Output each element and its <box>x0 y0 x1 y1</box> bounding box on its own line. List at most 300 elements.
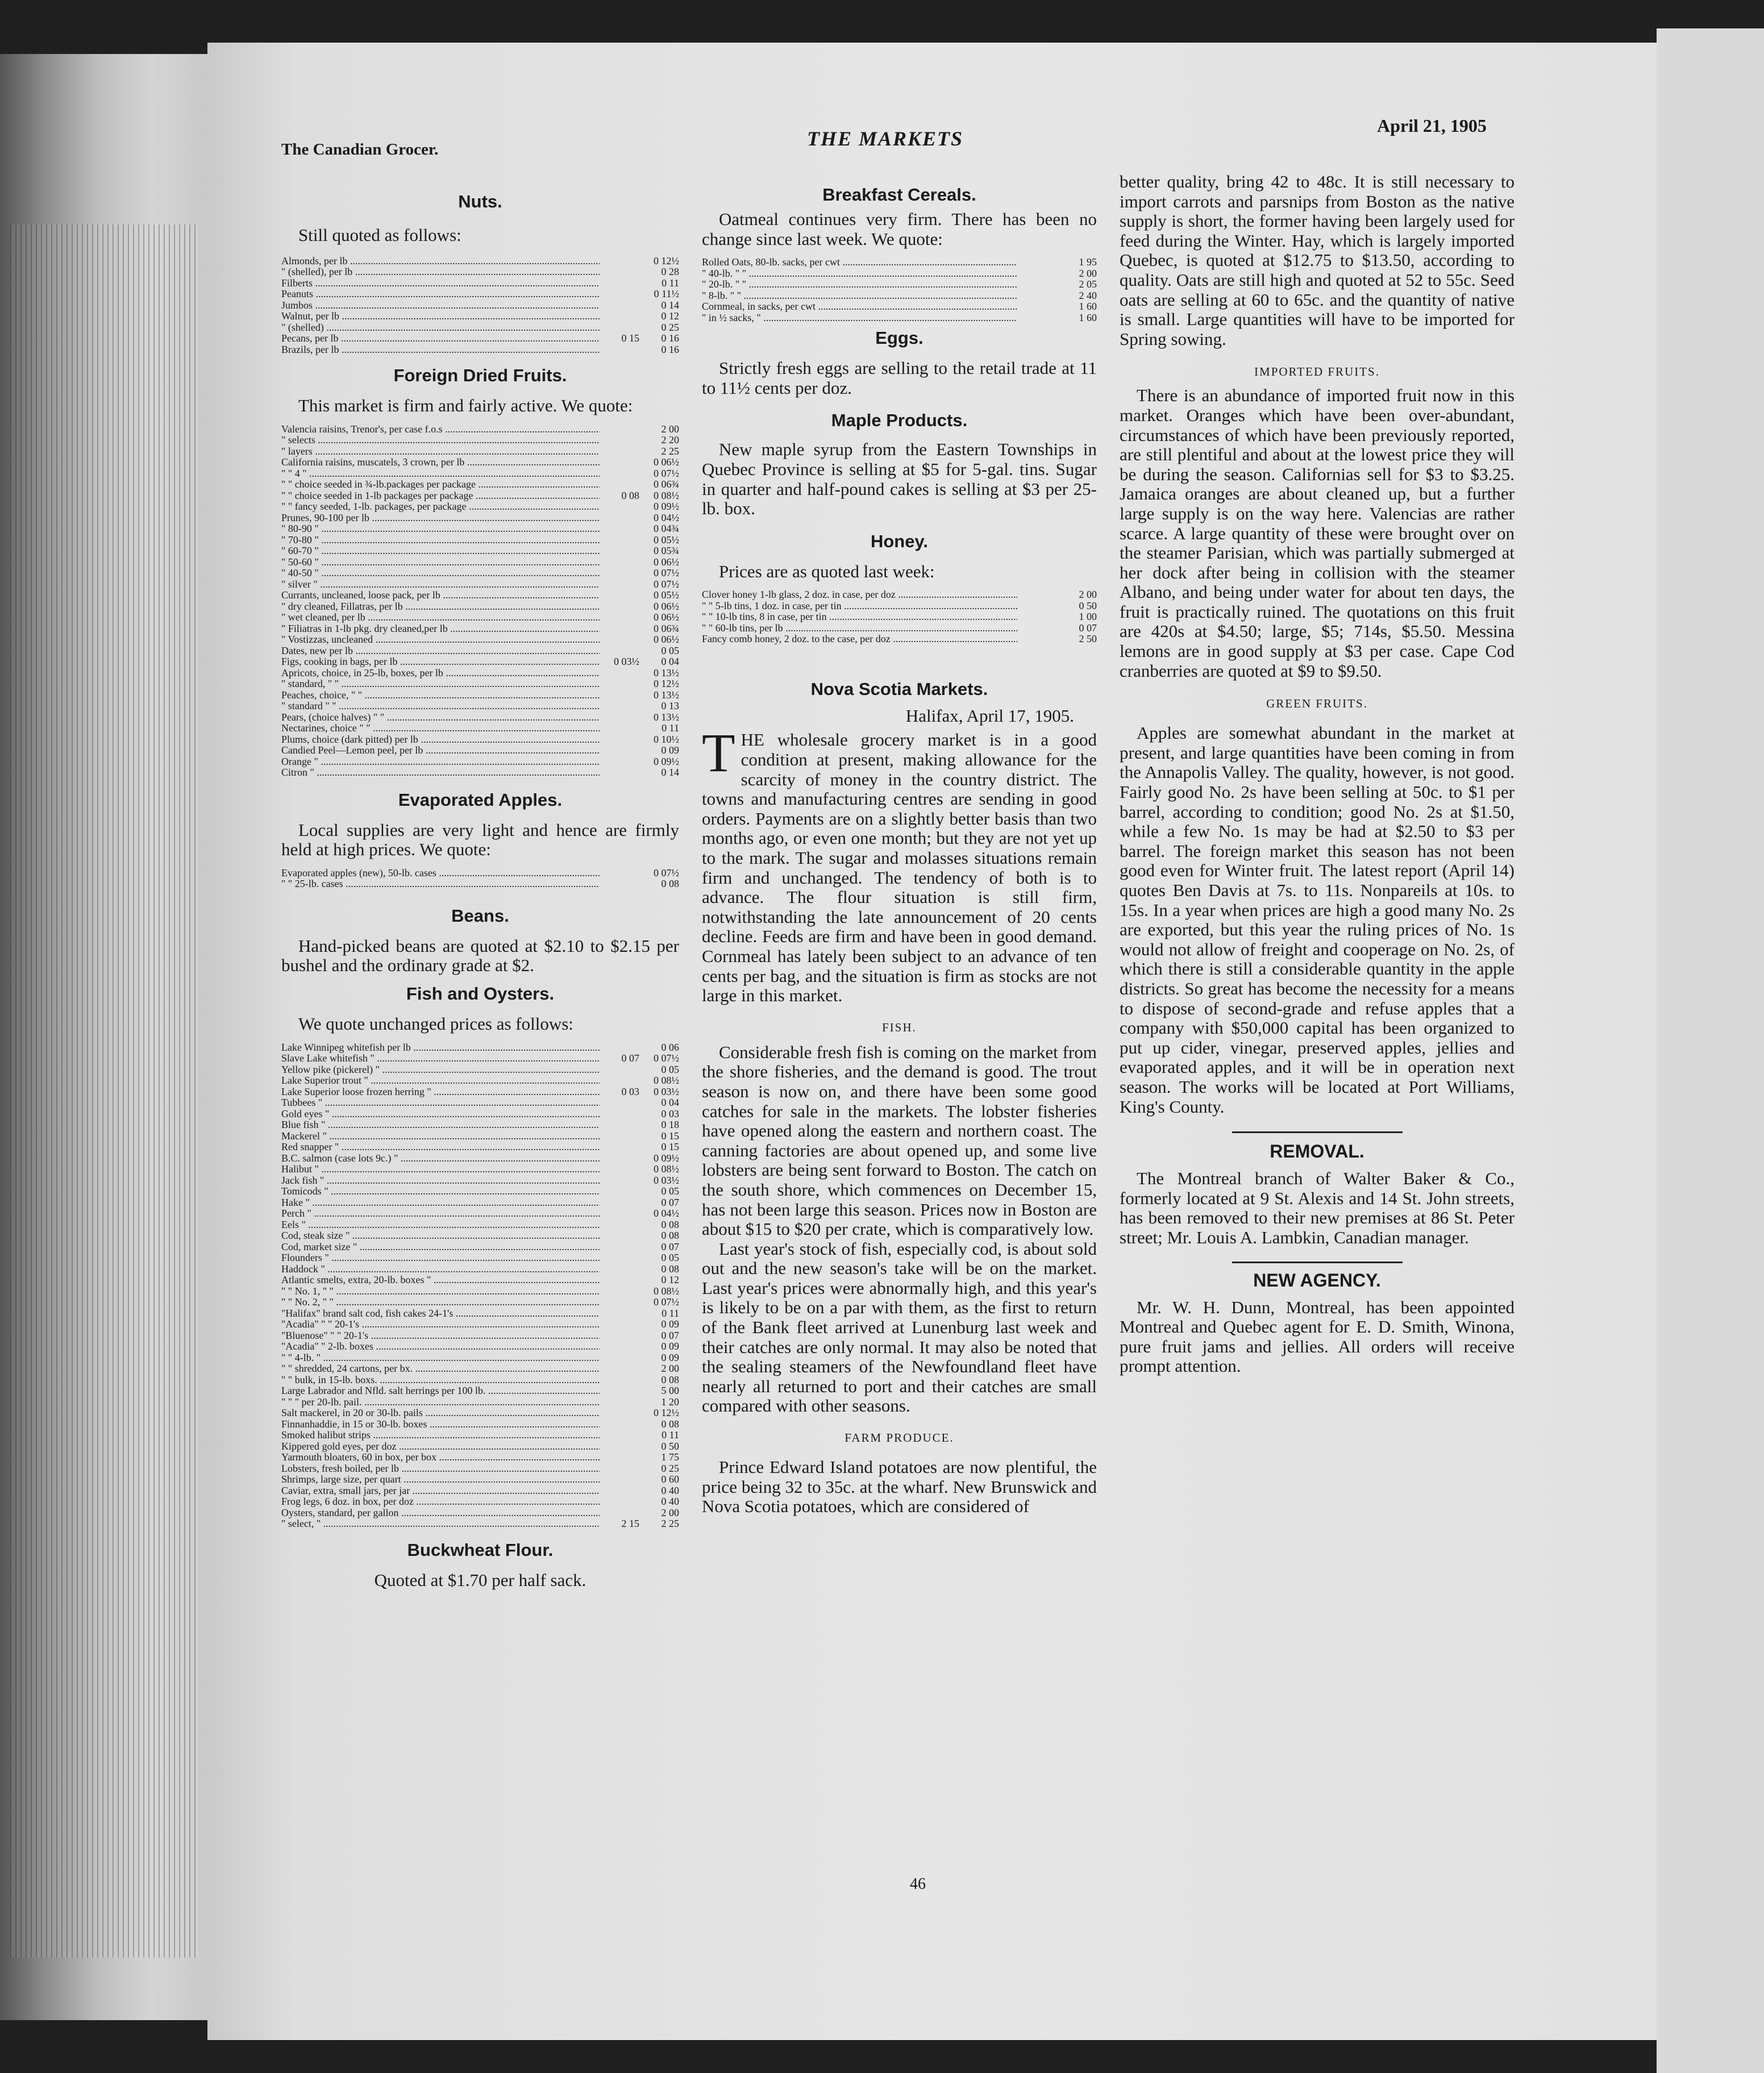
price-item-label: " " 25-lb. cases ..... <box>281 879 600 890</box>
price-item-label: " " fancy seeded, 1-lb. packages, per package ..... <box>281 501 600 513</box>
price-row <box>281 1053 679 1064</box>
price-item-label: Caviar, extra, small jars, per jar ..... <box>281 1485 600 1497</box>
price-row <box>281 1430 679 1441</box>
price-item-label: "Acadia" " 2-lb. boxes ..... <box>281 1341 600 1352</box>
price-low <box>600 1264 639 1275</box>
price-row <box>281 1375 679 1386</box>
page-edge-lines <box>10 224 198 1958</box>
price-item-label: Slave Lake whitefish " ..... <box>281 1053 600 1064</box>
price-low <box>600 1142 639 1153</box>
price-low: 0 07 <box>621 1052 639 1064</box>
price-low <box>600 546 639 557</box>
price-high: 2 25 <box>661 445 679 457</box>
price-item-label: Hake " ..... <box>281 1197 600 1209</box>
price-high: 0 07 <box>1079 622 1097 634</box>
price-high: 0 05 <box>661 644 679 656</box>
price-row <box>281 1297 679 1308</box>
price-high: 0 25 <box>661 1462 679 1474</box>
price-row <box>281 568 679 579</box>
price-high: 0 50 <box>1079 600 1097 611</box>
price-row <box>702 257 1097 268</box>
price-row <box>281 523 679 535</box>
imported-fruits-paragraph: There is an abundance of imported fruit now in this market. Oranges which have been over-abundant, circumstances of which have been previously reported, are still plentiful and about at the lowest price they will be during the season. Californias sell for $3 to $3.25. Jamaica oranges are about cleaned up, but a further large supply is on the way here. Valencias are rather scarce. A large quantity of these were brought over on the steamer Parisian, which was partially submerged at her dock after being in collision with the steamer Albano, and being under water for about ten days, the fruit is practically ruined. The quotations on this fruit are 420s at $4.50; large, $5; 714s, $5.50. Messina lemons are in good supply at $3 per case. Cape Cod cranberries are quoted at $9 to $9.50. <box>1120 385 1515 681</box>
price-item-label: " 80-90 " ..... <box>281 523 600 535</box>
price-high: 2 00 <box>1079 589 1097 601</box>
price-item-label: Lake Superior loose frozen herring " ..... <box>281 1087 600 1098</box>
price-row <box>281 868 679 879</box>
price-item-label: " standard " " ..... <box>281 701 600 712</box>
price-low <box>600 1485 639 1497</box>
price-row <box>281 1286 679 1297</box>
dried-fruits-intro: This market is firm and fairly active. We quote: <box>298 396 633 416</box>
price-low <box>600 868 639 879</box>
price-item-label: Cornmeal, in sacks, per cwt ..... <box>702 301 1017 313</box>
price-item-label: Cod, steak size " ..... <box>281 1230 600 1242</box>
price-low <box>600 579 639 590</box>
price-low <box>600 1385 639 1397</box>
price-low <box>600 278 639 289</box>
section-title-fish: Fish and Oysters. <box>406 984 555 1004</box>
price-low <box>600 1064 639 1076</box>
section-title-beans: Beans. <box>451 905 509 926</box>
price-item-label: " layers ..... <box>281 446 600 457</box>
price-row <box>281 723 679 734</box>
evap-apples-intro: Local supplies are very light and hence are firmly held at high prices. We quote: <box>281 819 679 860</box>
price-high: 0 25 <box>661 321 679 333</box>
price-low <box>600 1463 639 1475</box>
price-high: 2 25 <box>661 1518 679 1530</box>
price-high: 0 40 <box>661 1496 679 1508</box>
price-high: 0 18 <box>661 1119 679 1131</box>
price-low <box>1017 257 1057 268</box>
price-high: 0 05 <box>661 1252 679 1264</box>
price-high: 0 12½ <box>654 255 679 267</box>
price-low <box>600 1297 639 1308</box>
price-item-label: Apricots, choice, in 25-lb, boxes, per lb ..... <box>281 668 600 679</box>
price-item-label: Kippered gold eyes, per doz ..... <box>281 1441 600 1452</box>
price-low <box>600 601 639 613</box>
price-high: 2 40 <box>1079 289 1097 301</box>
price-row <box>281 656 679 668</box>
price-item-label: " " No. 1, " " ..... <box>281 1286 600 1297</box>
price-low <box>600 634 639 646</box>
farm-produce-continued: better quality, bring 42 to 48c. It is still necessary to import carrots and parsnips from Boston as the native supply is short, the former having been largely used for feed during the Winter. Hay, which is largely imported Quebec, is quoted at $12.75 to $13.50, according to quality. Oats are still high and quoted at 52 to 55c. Seed oats are selling at 60 to 65c. and the quantity of native is small. Large quantities will have to be imported for Spring sowing. <box>1120 172 1515 349</box>
price-low <box>600 1097 639 1109</box>
nova-scotia-lead-text: HE wholesale grocery market is in a good condition at present, making allowance for the scarcity of money in the country district. The towns and manufacturing centres are sending in good orders. Payments are on a slightly better basis than two months ago, or even one month; but they are not yet up to the mark. The sugar and molasses situations remain firm and unchanged. The tendency of both is to advance. The flour situation is still firm, notwithstanding the late announcement of 20 cents decline. Feeds are firm and have been in good demand. Cornmeal has lately been subject to an advance of ten cents per bag, and the situation is firm as stocks are not large in this market. <box>702 730 1097 1006</box>
price-high: 0 08½ <box>654 489 679 501</box>
fish-intro: We quote unchanged prices as follows: <box>298 1014 573 1034</box>
price-item-label: Finnanhaddie, in 15 or 30-lb. boxes ..... <box>281 1419 600 1430</box>
dried-fruits-price-list <box>281 424 679 779</box>
price-low <box>600 590 639 601</box>
price-item-label: Nectarines, choice " " ..... <box>281 723 600 734</box>
price-low <box>1017 279 1057 290</box>
price-row <box>281 1230 679 1242</box>
price-row <box>281 1219 679 1231</box>
price-item-label: Pears, (choice halves) " " ..... <box>281 712 600 723</box>
price-low <box>600 668 639 679</box>
price-row <box>281 690 679 701</box>
price-low <box>600 1441 639 1452</box>
price-item-label: Almonds, per lb ..... <box>281 256 600 267</box>
price-item-label: Tomicods " ..... <box>281 1186 600 1197</box>
price-row <box>281 546 679 557</box>
price-low <box>600 1474 639 1485</box>
price-item-label: Haddock " ..... <box>281 1264 600 1275</box>
price-high: 0 04½ <box>654 511 679 523</box>
price-item-label: Jumbos ..... <box>281 300 600 311</box>
price-row <box>281 278 679 289</box>
price-item-label: Peaches, choice, " " ..... <box>281 690 600 701</box>
price-low <box>600 678 639 690</box>
price-row <box>281 612 679 623</box>
price-item-label: Eels " ..... <box>281 1219 600 1231</box>
price-item-label: " " bulk, in 15-lb. boxs. ..... <box>281 1375 600 1386</box>
price-row <box>281 1131 679 1142</box>
price-high: 0 05½ <box>654 589 679 601</box>
price-low <box>600 623 639 635</box>
price-low <box>600 568 639 579</box>
price-high: 0 08½ <box>654 1285 679 1297</box>
price-high: 0 06¾ <box>654 478 679 490</box>
column-2 <box>702 185 1097 1517</box>
price-low <box>600 1075 639 1087</box>
price-low <box>600 1131 639 1142</box>
price-low <box>600 646 639 657</box>
price-item-label: " dry cleaned, Fillatras, per lb ..... <box>281 601 600 613</box>
price-row <box>281 701 679 712</box>
price-low <box>600 745 639 756</box>
price-item-label: " " 60-lb tins, per lb ..... <box>702 623 1017 634</box>
price-row <box>702 589 1097 601</box>
price-row <box>281 1397 679 1408</box>
price-item-label: " 8-lb. " " ..... <box>702 290 1017 302</box>
price-low <box>600 523 639 535</box>
price-item-label: Plums, choice (dark pitted) per lb ..... <box>281 734 600 746</box>
price-item-label: Yellow pike (pickerel) " ..... <box>281 1064 600 1076</box>
price-row <box>281 1275 679 1286</box>
price-low <box>1017 623 1057 634</box>
price-item-label: " Filiatras in 1-lb pkg. dry cleaned,per lb ..... <box>281 623 600 635</box>
price-item-label: Fancy comb honey, 2 doz. to the case, per doz ..... <box>702 634 1017 645</box>
price-high: 0 09 <box>661 1351 679 1363</box>
price-row <box>702 301 1097 313</box>
price-low <box>600 1230 639 1242</box>
price-row <box>281 590 679 601</box>
price-row <box>281 1252 679 1264</box>
price-item-label: Yarmouth bloaters, 60 in box, per box ..... <box>281 1452 600 1463</box>
price-row <box>281 745 679 756</box>
price-high: 0 04 <box>661 656 679 668</box>
price-item-label: Currants, uncleaned, loose pack, per lb ..... <box>281 590 600 601</box>
price-high: 0 07½ <box>654 567 679 579</box>
price-item-label: Salt mackerel, in 20 or 30-lb. pails ..... <box>281 1408 600 1419</box>
price-row <box>281 879 679 890</box>
section-title-honey: Honey. <box>870 531 929 551</box>
price-low <box>600 1308 639 1319</box>
section-title-buckwheat: Buckwheat Flour. <box>407 1539 554 1560</box>
price-row <box>281 1197 679 1209</box>
section-title-nova-scotia: Nova Scotia Markets. <box>810 678 988 699</box>
price-low <box>1017 301 1057 313</box>
price-row <box>281 557 679 568</box>
price-high: 0 09½ <box>654 1152 679 1164</box>
price-item-label: Brazils, per lb ..... <box>281 344 600 356</box>
section-title-dried-fruits: Foreign Dried Fruits. <box>393 365 567 386</box>
price-row <box>281 1064 679 1076</box>
price-high: 0 04 <box>661 1097 679 1109</box>
price-high: 1 00 <box>1079 611 1097 623</box>
new-agency-title: NEW AGENCY. <box>1253 1269 1381 1291</box>
price-row <box>702 279 1097 290</box>
price-low <box>600 723 639 734</box>
price-low <box>600 1286 639 1297</box>
price-item-label: Shrimps, large size, per quart ..... <box>281 1474 600 1485</box>
divider-rule-2 <box>1232 1262 1403 1263</box>
price-low <box>600 879 639 890</box>
price-low <box>600 1208 639 1219</box>
price-low <box>600 424 639 435</box>
price-item-label: Peanuts ..... <box>281 289 600 300</box>
price-low <box>600 1430 639 1441</box>
price-low: 0 03½ <box>614 656 639 668</box>
imported-fruits-subhead: IMPORTED FRUITS. <box>1254 365 1380 379</box>
nuts-price-list <box>281 256 679 356</box>
price-item-label: " standard, " " ..... <box>281 678 600 690</box>
price-item-label: Walnut, per lb ..... <box>281 311 600 322</box>
price-high: 0 11 <box>662 1429 679 1441</box>
price-row <box>281 1463 679 1475</box>
price-high: 0 14 <box>661 767 679 779</box>
price-row <box>281 1474 679 1485</box>
price-row <box>281 535 679 546</box>
price-row <box>281 479 679 490</box>
price-high: 0 07 <box>661 1196 679 1208</box>
price-row <box>281 1518 679 1530</box>
price-high: 0 08 <box>661 1263 679 1275</box>
section-title-nuts: Nuts. <box>458 192 502 211</box>
price-row <box>702 268 1097 280</box>
price-item-label: " " 5-lb tins, 1 doz. in case, per tin ..... <box>702 601 1017 612</box>
price-row <box>281 1186 679 1197</box>
column-1 <box>281 192 679 1590</box>
price-low <box>600 535 639 546</box>
price-high: 0 08 <box>661 1230 679 1242</box>
price-high: 2 50 <box>1079 633 1097 645</box>
price-high: 0 07½ <box>654 578 679 590</box>
price-low <box>600 322 639 334</box>
price-high: 2 05 <box>1079 278 1097 290</box>
newspaper-page <box>207 43 1657 2040</box>
price-low <box>600 267 639 278</box>
price-row <box>281 623 679 635</box>
price-row <box>281 513 679 524</box>
price-item-label: " 20-lb. " " ..... <box>702 279 1017 290</box>
new-agency-paragraph: Mr. W. H. Dunn, Montreal, has been appointed Montreal and Quebec agent for E. D. Smith, Winona, pure fruit jams and jellies. All orders will receive prompt attention. <box>1120 1297 1515 1376</box>
price-row <box>281 1308 679 1319</box>
price-low <box>600 612 639 623</box>
price-row <box>281 1485 679 1497</box>
price-high: 0 08 <box>661 1418 679 1430</box>
fish-price-list <box>281 1042 679 1530</box>
price-row <box>281 1208 679 1219</box>
price-row <box>702 623 1097 634</box>
price-item-label: Figs, cooking in bags, per lb ..... <box>281 656 600 668</box>
price-high: 0 12 <box>661 310 679 322</box>
price-high: 1 95 <box>1079 256 1097 268</box>
nuts-intro: Still quoted as follows: <box>298 225 461 245</box>
price-item-label: "Acadia" " " 20-1's ..... <box>281 1319 600 1330</box>
price-item-label: Smoked halibut strips ..... <box>281 1430 600 1441</box>
price-item-label: Blue fish " ..... <box>281 1119 600 1131</box>
price-row <box>281 678 679 690</box>
price-item-label: " " " per 20-lb. pail. ..... <box>281 1397 600 1408</box>
price-high: 0 13½ <box>654 667 679 678</box>
price-high: 2 00 <box>1079 267 1097 279</box>
price-row <box>281 1352 679 1364</box>
price-low: 0 08 <box>621 489 639 501</box>
price-high: 0 09½ <box>654 501 679 513</box>
price-high: 0 04½ <box>654 1208 679 1219</box>
running-header-center: THE MARKETS <box>807 127 964 150</box>
price-high: 0 60 <box>661 1473 679 1485</box>
price-low <box>600 1330 639 1342</box>
price-low <box>600 457 639 468</box>
price-row <box>281 634 679 646</box>
price-item-label: " " 10-lb tins, 8 in case, per tin ..... <box>702 611 1017 623</box>
price-high: 0 06½ <box>654 600 679 612</box>
price-low <box>1017 313 1057 324</box>
price-row <box>281 668 679 679</box>
price-item-label: Evaporated apples (new), 50-lb. cases ..... <box>281 868 600 879</box>
price-row <box>281 267 679 278</box>
price-item-label: " " choice seeded in ¾-lb.packages per package ..... <box>281 479 600 490</box>
honey-price-list <box>702 589 1097 645</box>
price-item-label: California raisins, muscatels, 3 crown, per lb ..... <box>281 457 600 468</box>
price-high: 0 16 <box>661 332 679 344</box>
fish-subhead: FISH. <box>882 1020 917 1034</box>
price-high: 2 00 <box>661 1363 679 1375</box>
price-row <box>281 1142 679 1153</box>
price-high: 0 07½ <box>654 867 679 879</box>
price-high: 0 08½ <box>654 1163 679 1175</box>
price-low <box>600 1252 639 1264</box>
price-item-label: " " No. 2, " " ..... <box>281 1297 600 1308</box>
nova-scotia-dateline: Halifax, April 17, 1905. <box>905 705 1074 726</box>
price-row <box>281 1341 679 1352</box>
price-row <box>281 601 679 613</box>
price-row <box>281 1153 679 1164</box>
price-high: 0 05¾ <box>654 545 679 557</box>
price-item-label: Candied Peel—Lemon peel, per lb ..... <box>281 745 600 756</box>
section-title-evaporated-apples: Evaporated Apples. <box>398 789 563 810</box>
price-row <box>281 579 679 590</box>
price-low <box>600 1452 639 1463</box>
price-row <box>281 1452 679 1463</box>
price-item-label: Valencia raisins, Trenor's, per case f.o.s ..... <box>281 424 600 435</box>
price-high: 0 11 <box>662 1307 679 1319</box>
price-high: 1 60 <box>1079 311 1097 323</box>
price-high: 0 13½ <box>654 711 679 723</box>
price-row <box>281 490 679 502</box>
price-low <box>600 1319 639 1330</box>
price-high: 0 07 <box>661 1329 679 1341</box>
page-number: 46 <box>910 1875 926 1893</box>
price-high: 0 03 <box>661 1108 679 1119</box>
price-high: 0 05 <box>661 1185 679 1197</box>
price-row <box>281 646 679 657</box>
price-high: 0 03½ <box>654 1174 679 1186</box>
price-item-label: " " shredded, 24 cartons, per bx. ..... <box>281 1363 600 1375</box>
price-low <box>1017 601 1057 612</box>
price-row <box>281 289 679 300</box>
price-low <box>600 1164 639 1175</box>
price-low <box>600 289 639 300</box>
price-low <box>600 1153 639 1164</box>
price-row <box>281 424 679 435</box>
green-fruits-subhead: GREEN FRUITS. <box>1266 697 1368 711</box>
price-row <box>702 290 1097 302</box>
price-item-label: Lake Superior trout " ..... <box>281 1075 600 1087</box>
price-low <box>600 256 639 267</box>
price-item-label: Dates, new per lb ..... <box>281 646 600 657</box>
price-row <box>281 1508 679 1519</box>
book-page-edges <box>0 54 216 2020</box>
price-row <box>702 313 1097 324</box>
price-low <box>600 1419 639 1430</box>
price-high: 1 75 <box>661 1451 679 1463</box>
price-low <box>600 1352 639 1364</box>
price-high: 0 07 <box>661 1241 679 1252</box>
price-high: 0 05½ <box>654 534 679 546</box>
price-high: 5 00 <box>661 1385 679 1397</box>
section-title-maple: Maple Products. <box>831 410 968 431</box>
price-high: 0 05 <box>661 1063 679 1075</box>
price-high: 0 11½ <box>654 288 679 300</box>
price-row <box>281 1075 679 1087</box>
price-row <box>281 756 679 768</box>
price-item-label: " (shelled) ..... <box>281 322 600 334</box>
price-item-label: Flounders " ..... <box>281 1252 600 1264</box>
price-row <box>281 501 679 513</box>
price-high: 0 08 <box>661 1373 679 1385</box>
price-low <box>600 1109 639 1120</box>
price-low <box>600 1197 639 1209</box>
price-low <box>600 446 639 457</box>
price-item-label: Tubbees " ..... <box>281 1097 600 1109</box>
price-row <box>281 1097 679 1109</box>
price-item-label: Clover honey 1-lb glass, 2 doz. in case, per doz ..... <box>702 589 1017 601</box>
price-high: 0 13 <box>661 700 679 712</box>
price-item-label: B.C. salmon (case lots 9c.) " ..... <box>281 1153 600 1164</box>
price-row <box>281 1330 679 1342</box>
price-item-label: Filberts ..... <box>281 278 600 289</box>
price-item-label: " 40-lb. " " ..... <box>702 268 1017 280</box>
price-item-label: Halibut " ..... <box>281 1164 600 1175</box>
cereals-price-list <box>702 257 1097 323</box>
price-item-label: Citron " ..... <box>281 767 600 779</box>
price-item-label: Red snapper " ..... <box>281 1142 600 1153</box>
farm-produce-subhead: FARM PRODUCE. <box>844 1431 954 1445</box>
price-high: 0 40 <box>661 1484 679 1496</box>
price-item-label: Cod, market size " ..... <box>281 1242 600 1253</box>
price-row <box>281 1385 679 1397</box>
price-low <box>600 690 639 701</box>
price-high: 2 00 <box>661 423 679 435</box>
price-high: 0 08 <box>661 1218 679 1230</box>
price-item-label: " " 4 " ..... <box>281 468 600 480</box>
price-high: 0 06¾ <box>654 622 679 634</box>
